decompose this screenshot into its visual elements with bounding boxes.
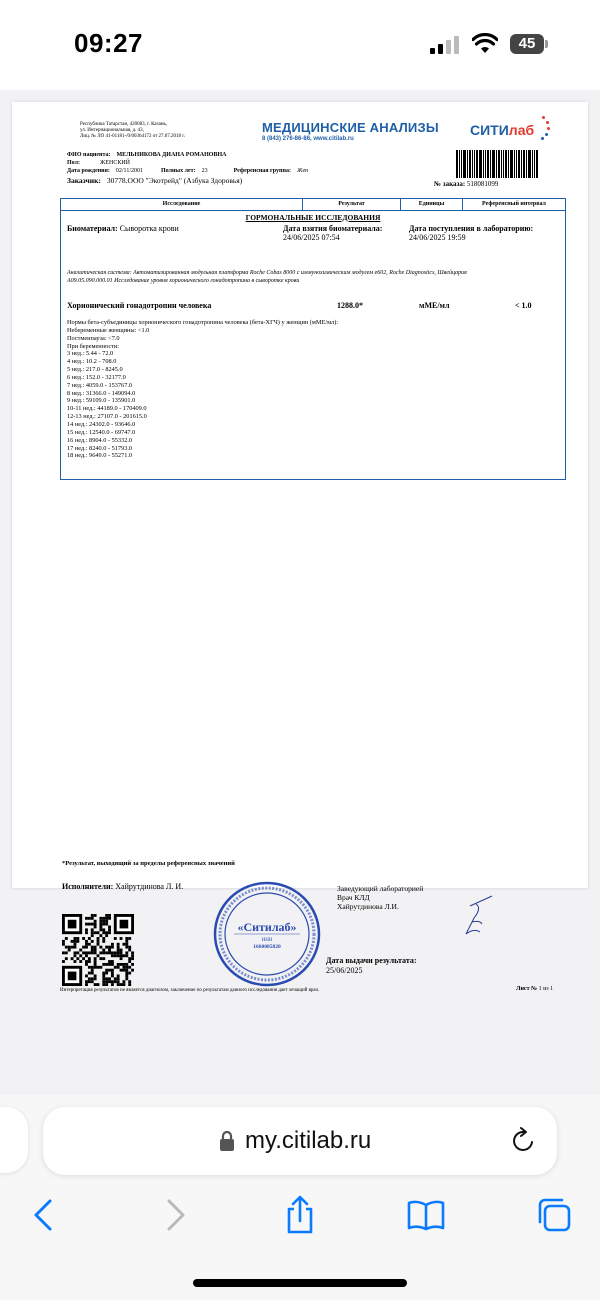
norm-line: 3 нед.: 5.44 - 72.0 — [67, 350, 114, 358]
norm-line: Постменпауза: <7.0 — [67, 334, 120, 342]
results-table — [60, 198, 566, 480]
norm-line: Небеременные женщины: <1.0 — [67, 326, 150, 334]
norm-line: При беременности: — [67, 342, 119, 350]
table-header — [61, 199, 565, 211]
disclaimer: Интерпретация результатов не является диагнозом, заключение по результатам данного исследования дает лечащий врач. — [60, 988, 320, 993]
home-indicator[interactable] — [193, 1279, 407, 1287]
brand-title: МЕДИЦИНСКИЕ АНАЛИЗЫ — [262, 120, 439, 135]
patient-info: ФИО пациента: МЕЛЬНИКОВА ДИАНА РОМАНОВНА Пол: ЖЕНСКИЙ Дата рождения: 02/11/2001 Полных лет: 23 Референсная группа: Жен Заказчик: 30778.ООО "Экотрейд" (Азбука Здоровья) — [67, 152, 309, 185]
head-of-lab: Заведующий лабораторией Врач КЛД Хайрутдинова Л.И. — [337, 884, 424, 911]
battery-icon: 45 — [510, 34, 544, 54]
col-units: Единицы — [401, 199, 463, 210]
sheet-number: Лист № 1 из 1 — [516, 986, 554, 992]
previous-tab-preview[interactable] — [0, 1107, 28, 1173]
reference-norms — [67, 319, 467, 460]
bookmarks-icon[interactable] — [406, 1195, 446, 1235]
norm-line: 6 нед.: 152.0 - 32177.0 — [67, 373, 126, 381]
status-bar — [0, 0, 600, 90]
stamp-inn: 1660085820 — [253, 944, 281, 950]
section-title: ГОРМОНАЛЬНЫЕ ИССЛЕДОВАНИЯ — [245, 213, 381, 222]
url-text[interactable]: my.citilab.ru — [245, 1127, 372, 1154]
col-result: Результат — [303, 199, 401, 210]
signature — [452, 892, 512, 942]
executors: Исполнители: Хайрутдинова Л. И. — [62, 882, 184, 891]
lab-address: Республика Татарстан, 420083, г. Казань, ул. Интернациональная, д. 43, Лиц. № ЛО 41-01181-/0/00364172 от 27.07.2018 г. — [80, 122, 186, 139]
cellular-signal-icon — [430, 36, 460, 54]
test-result: 1288.0* — [337, 301, 363, 310]
test-result-row — [67, 301, 561, 313]
back-icon[interactable] — [24, 1195, 64, 1235]
norm-line: 9 нед.: 59109.0 - 135901.0 — [67, 397, 136, 405]
norm-line: 4 нед.: 10.2 - 708.0 — [67, 358, 117, 366]
qr-code — [62, 914, 134, 986]
norm-line: 17 нед.: 8240.0 - 51793.0 — [67, 444, 133, 452]
lab-report-page[interactable] — [12, 102, 588, 993]
norm-line: Нормы бета-субъединицы хорионического гонадотропина человека (бета-ХГЧ) у женщин (мМЕ/мл): — [67, 319, 339, 326]
stamp-inn-label: ИНН — [261, 938, 273, 943]
wifi-icon — [472, 33, 498, 55]
test-name: Хорионический гонадотропин человека — [67, 301, 212, 310]
order-number: № заказа: 518081099 — [434, 180, 499, 188]
norm-line: 14 нед.: 24302.0 - 93646.0 — [67, 420, 136, 428]
norm-line: 15 нед.: 12540.0 - 69747.0 — [67, 428, 136, 436]
tabs-icon[interactable] — [534, 1195, 574, 1235]
norm-line: 8 нед.: 31366.0 - 149094.0 — [67, 389, 136, 397]
norm-line: 7 нед.: 4059.0 - 153767.0 — [67, 381, 133, 389]
citilab-logo: СИТИлаб — [470, 122, 535, 138]
norm-line: 10-11 нед.: 44189.0 - 170409.0 — [67, 405, 147, 413]
issue-date: Дата выдачи результата: 25/06/2025 — [326, 956, 417, 975]
test-units: мМЕ/мл — [419, 301, 450, 310]
test-reference: < 1.0 — [515, 301, 532, 310]
lab-stamp — [212, 880, 322, 988]
footnote: *Результат, выходящий за пределы референсных значений — [62, 860, 235, 867]
biomaterial-row: Биоматериал: Сыворотка крови Дата взятия биоматериала: 24/06/2025 07:54 Дата поступления в лабораторию: 24/06/2025 19:59 — [67, 224, 534, 242]
order-barcode — [456, 150, 540, 178]
analytic-system: Аналитическая система: Автоматизированная модульная платформа Roche Cobas 8000 с иммунохимическим модулем e602, Roche Diagnostics, Швейцария A09.05.090.000.01 Исследование уровня хорионического гонадотропина в сыворотке крови — [67, 270, 467, 284]
col-reference: Референсный интервал — [482, 201, 546, 207]
norm-line: 18 нед.: 9649.0 - 55271.0 — [67, 452, 133, 460]
brand-phone: 8 (843) 276-86-86, www.citilab.ru — [262, 136, 354, 142]
norm-line: 16 нед.: 8904.0 - 55332.0 — [67, 436, 133, 444]
share-icon[interactable] — [280, 1195, 320, 1235]
forward-icon[interactable] — [155, 1195, 195, 1235]
logo-dots-icon — [540, 116, 550, 140]
norm-line: 5 нед.: 217.0 - 8245.0 — [67, 366, 123, 374]
col-study: Исследование — [61, 199, 303, 210]
norm-line: 12-13 нед.: 27107.0 - 201615.0 — [67, 413, 147, 421]
reload-icon[interactable] — [510, 1127, 538, 1155]
lock-icon — [218, 1130, 236, 1152]
status-time: 09:27 — [74, 28, 143, 58]
stamp-text: «Ситилаб» — [237, 920, 297, 934]
